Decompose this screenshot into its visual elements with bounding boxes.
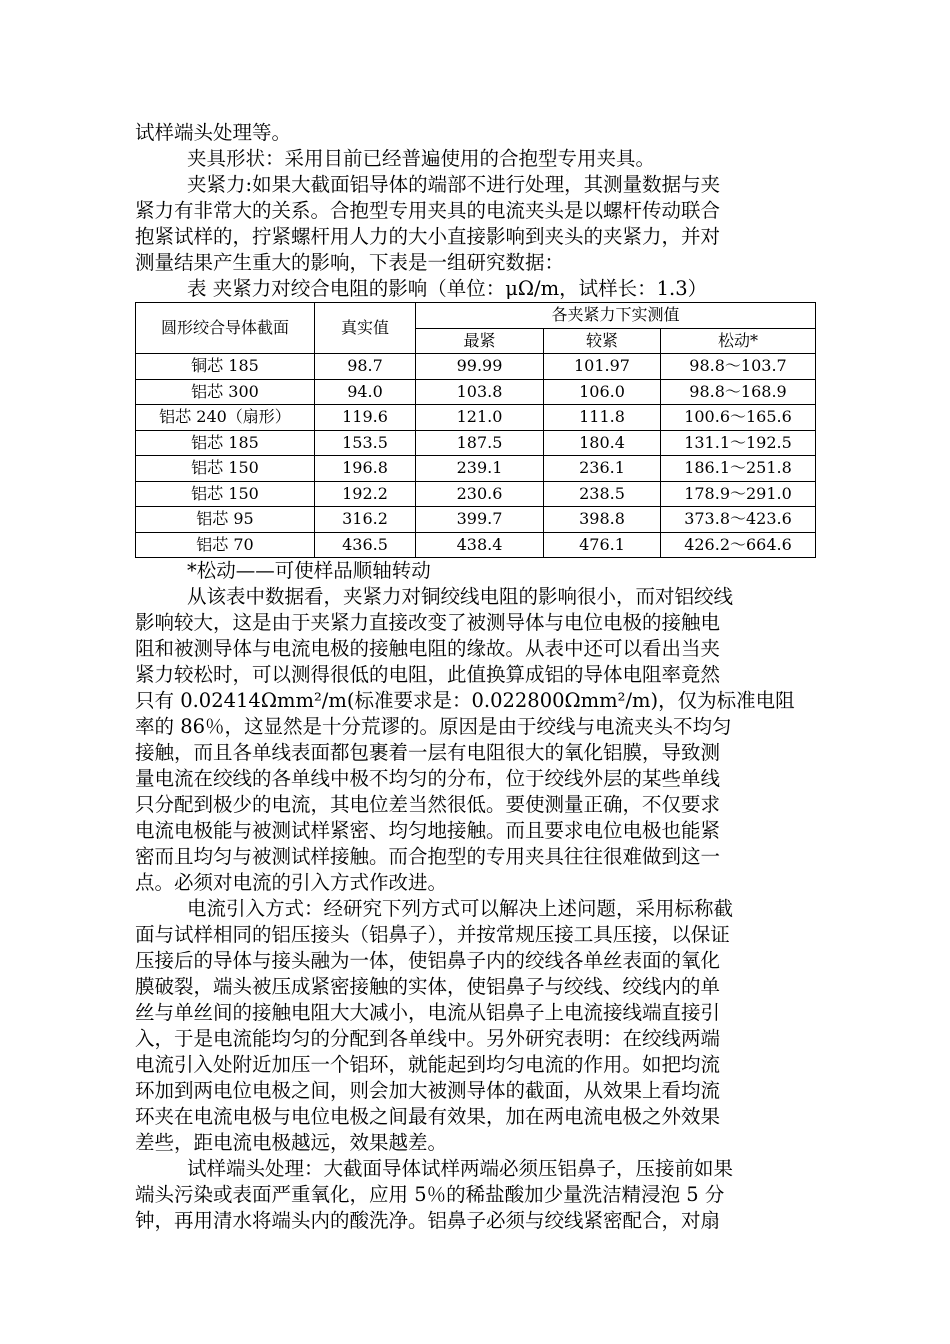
text-line: 电流电极能与被测试样紧密、均匀地接触。而且要求电位电极也能紧 <box>135 819 721 842</box>
table-cell: 236.1 <box>544 456 661 482</box>
text-line: 阻和被测导体与电流电极的接触电阻的缘故。从表中还可以看出当夹 <box>135 637 721 660</box>
text-line: 只有 0.02414Ωmm²/m(标准要求是：0.022800Ωmm²/m)，仅为标准电阻 <box>135 689 795 712</box>
table-cell: 186.1～251.8 <box>661 456 816 482</box>
table-cell: 铜芯 185 <box>136 354 315 380</box>
table-cell: 铝芯 240（扇形） <box>136 405 315 431</box>
table-row <box>136 456 816 482</box>
header-measured-group: 各夹紧力下实测值 <box>416 303 816 329</box>
table-cell: 399.7 <box>416 507 544 533</box>
table-cell: 111.8 <box>544 405 661 431</box>
table-row <box>136 354 816 380</box>
table-row <box>136 532 816 558</box>
table-row <box>136 430 816 456</box>
table-cell: 476.1 <box>544 532 661 558</box>
text-line: 差些，距电流电极越远，效果越差。 <box>135 1131 448 1154</box>
text-line: 紧力有非常大的关系。合抱型专用夹具的电流夹头是以螺杆传动联合 <box>135 199 721 222</box>
text-line: 丝与单丝间的接触电阻大大减小，电流从铝鼻子上电流接线端直接引 <box>135 1001 721 1024</box>
text-line: 端头污染或表面严重氧化，应用 5％的稀盐酸加少量洗洁精浸泡 5 分 <box>135 1183 725 1206</box>
header-true-value: 真实值 <box>315 303 416 354</box>
text-line: 率的 86％，这显然是十分荒谬的。原因是由于绞线与电流夹头不均匀 <box>135 715 732 738</box>
table-cell: 铝芯 185 <box>136 430 315 456</box>
table-cell: 101.97 <box>544 354 661 380</box>
table-cell: 192.2 <box>315 481 416 507</box>
table-cell: 铝芯 150 <box>136 456 315 482</box>
text-line: 压接后的导体与接头融为一体，使铝鼻子内的绞线各单丝表面的氧化 <box>135 949 721 972</box>
table-cell: 153.5 <box>315 430 416 456</box>
text-line: 影响较大，这是由于夹紧力直接改变了被测导体与电位电极的接触电 <box>135 611 721 634</box>
header-cross-section: 圆形绞合导体截面 <box>136 303 315 354</box>
text-line: 环加到两电位电极之间，则会加大被测导体的截面，从效果上看均流 <box>135 1079 721 1102</box>
table-footnote: *松动——可使样品顺轴转动 <box>187 559 431 582</box>
text-line: 紧力较松时，可以测得很低的电阻，此值换算成铝的导体电阻率竟然 <box>135 663 721 686</box>
table-cell: 119.6 <box>315 405 416 431</box>
document-page <box>135 120 815 1234</box>
table-cell: 180.4 <box>544 430 661 456</box>
table-cell: 178.9～291.0 <box>661 481 816 507</box>
text-line: 夹具形状：采用目前已经普遍使用的合抱型专用夹具。 <box>187 147 656 170</box>
table-cell: 94.0 <box>315 379 416 405</box>
text-line: 密而且均匀与被测试样接触。而合抱型的专用夹具往往很难做到这一 <box>135 845 721 868</box>
table-cell: 239.1 <box>416 456 544 482</box>
text-line: 膜破裂，端头被压成紧密接触的实体，使铝鼻子与绞线、绞线内的单 <box>135 975 721 998</box>
text-line: 入，于是电流能均匀的分配到各单线中。另外研究表明：在绞线两端 <box>135 1027 721 1050</box>
table-row <box>136 405 816 431</box>
table-cell: 98.7 <box>315 354 416 380</box>
text-line: 只分配到极少的电流，其电位差当然很低。要使测量正确，不仅要求 <box>135 793 721 816</box>
table-cell: 铝芯 300 <box>136 379 315 405</box>
table-cell: 铝芯 70 <box>136 532 315 558</box>
table-cell: 131.1～192.5 <box>661 430 816 456</box>
text-line: 量电流在绞线的各单线中极不均匀的分布，位于绞线外层的某些单线 <box>135 767 721 790</box>
data-table <box>135 302 816 558</box>
table-cell: 187.5 <box>416 430 544 456</box>
table-cell: 238.5 <box>544 481 661 507</box>
table-cell: 98.8～103.7 <box>661 354 816 380</box>
text-line: 电流引入方式：经研究下列方式可以解决上述问题，采用标称截 <box>187 897 734 920</box>
table-cell: 196.8 <box>315 456 416 482</box>
text-line: 夹紧力:如果大截面铝导体的端部不进行处理，其测量数据与夹 <box>187 173 721 196</box>
table-cell: 100.6～165.6 <box>661 405 816 431</box>
table-cell: 106.0 <box>544 379 661 405</box>
table-cell: 98.8～168.9 <box>661 379 816 405</box>
table-caption: 表 夹紧力对绞合电阻的影响（单位：μΩ/m，试样长：1.3） <box>187 277 708 300</box>
table-cell: 316.2 <box>315 507 416 533</box>
table-row <box>136 507 816 533</box>
table-cell: 99.99 <box>416 354 544 380</box>
text-line: 试样端头处理：大截面导体试样两端必须压铝鼻子，压接前如果 <box>187 1157 734 1180</box>
table-cell: 398.8 <box>544 507 661 533</box>
header-tightest: 最紧 <box>416 328 544 354</box>
table-cell: 426.2～664.6 <box>661 532 816 558</box>
text-line: 试样端头处理等。 <box>135 121 292 144</box>
table-cell: 438.4 <box>416 532 544 558</box>
table-row <box>136 481 816 507</box>
text-line: 面与试样相同的铝压接头（铝鼻子），并按常规压接工具压接，以保证 <box>135 923 730 946</box>
text-line: 环夹在电流电极与电位电极之间最有效果，加在两电流电极之外效果 <box>135 1105 721 1128</box>
text-line: 抱紧试样的，拧紧螺杆用人力的大小直接影响到夹头的夹紧力，并对 <box>135 225 721 248</box>
table-header-row <box>136 303 816 329</box>
table-cell: 373.8～423.6 <box>661 507 816 533</box>
text-line: 电流引入处附近加压一个铝环，就能起到均匀电流的作用。如把均流 <box>135 1053 721 1076</box>
text-line: 点。必须对电流的引入方式作改进。 <box>135 871 448 894</box>
table-cell: 103.8 <box>416 379 544 405</box>
table-cell: 230.6 <box>416 481 544 507</box>
table-cell: 121.0 <box>416 405 544 431</box>
text-line: 测量结果产生重大的影响，下表是一组研究数据： <box>135 251 565 274</box>
table-row <box>136 379 816 405</box>
text-line: 钟，再用清水将端头内的酸洗净。铝鼻子必须与绞线紧密配合，对扇 <box>135 1209 721 1232</box>
table-cell: 铝芯 95 <box>136 507 315 533</box>
table-cell: 436.5 <box>315 532 416 558</box>
text-line: 接触，而且各单线表面都包裹着一层有电阻很大的氧化铝膜，导致测 <box>135 741 721 764</box>
header-loose: 松动* <box>661 328 816 354</box>
text-line: 从该表中数据看，夹紧力对铜绞线电阻的影响很小，而对铝绞线 <box>187 585 734 608</box>
header-tighter: 较紧 <box>544 328 661 354</box>
table-cell: 铝芯 150 <box>136 481 315 507</box>
